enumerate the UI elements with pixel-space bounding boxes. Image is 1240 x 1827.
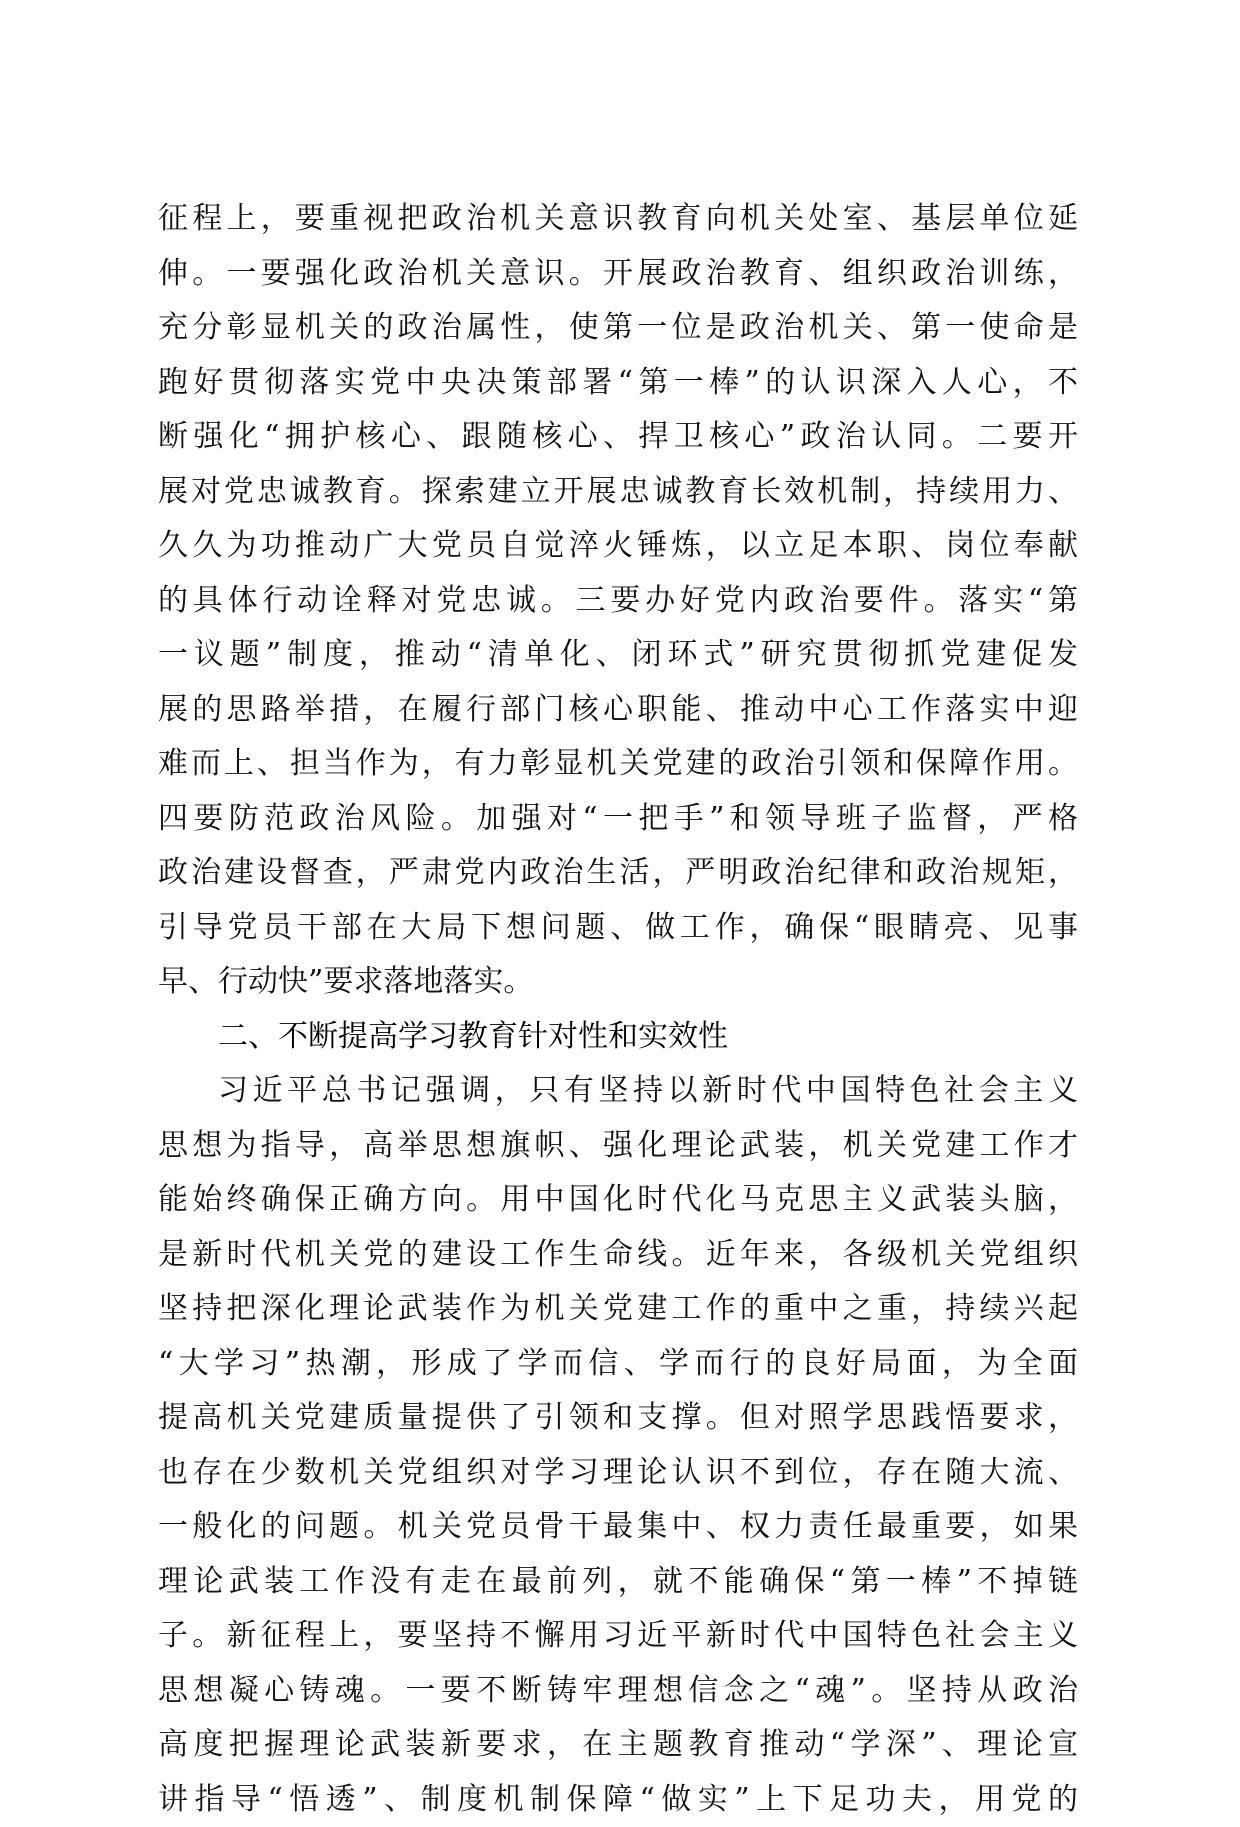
paragraph-line: 能始终确保正确方向。用中国化时代化马克思主义武装头脑， <box>158 1173 1078 1228</box>
paragraph-line: 坚持把深化理论武装作为机关党建工作的重中之重，持续兴起 <box>158 1282 1078 1337</box>
paragraph-line: 伸。一要强化政治机关意识。开展政治教育、组织政治训练， <box>158 247 1078 302</box>
paragraph-line: 断强化“拥护核心、跟随核心、捍卫核心”政治认同。二要开 <box>158 410 1078 465</box>
paragraph-line: 征程上，要重视把政治机关意识教育向机关处室、基层单位延 <box>158 192 1078 247</box>
section-heading: 二、不断提高学习教育针对性和实效性 <box>158 1010 1078 1065</box>
paragraph-line: 也存在少数机关党组织对学习理论认识不到位，存在随大流、 <box>158 1446 1078 1501</box>
paragraph-line: 子。新征程上，要坚持不懈用习近平新时代中国特色社会主义 <box>158 1609 1078 1664</box>
paragraph-line: 四要防范政治风险。加强对“一把手”和领导班子监督，严格 <box>158 792 1078 847</box>
paragraph-line: 一般化的问题。机关党员骨干最集中、权力责任最重要，如果 <box>158 1500 1078 1555</box>
paragraph-line: 思想凝心铸魂。一要不断铸牢理想信念之“魂”。坚持从政治 <box>158 1664 1078 1719</box>
paragraph-1 <box>158 192 1078 1010</box>
paragraph-line: 提高机关党建质量提供了引领和支撑。但对照学思践悟要求， <box>158 1391 1078 1446</box>
paragraph-line: 早、行动快”要求落地落实。 <box>158 955 1078 1010</box>
paragraph-line: 充分彰显机关的政治属性，使第一位是政治机关、第一使命是 <box>158 301 1078 356</box>
paragraph-line: 思想为指导，高举思想旗帜、强化理论武装，机关党建工作才 <box>158 1119 1078 1174</box>
paragraph-line: 理论武装工作没有走在最前列，就不能确保“第一棒”不掉链 <box>158 1555 1078 1610</box>
paragraph-line: 引导党员干部在大局下想问题、做工作，确保“眼睛亮、见事 <box>158 901 1078 956</box>
paragraph-line: 政治建设督查，严肃党内政治生活，严明政治纪律和政治规矩， <box>158 846 1078 901</box>
paragraph-line: 展的思路举措，在履行部门核心职能、推动中心工作落实中迎 <box>158 683 1078 738</box>
paragraph-line: 跑好贯彻落实党中央决策部署“第一棒”的认识深入人心，不 <box>158 356 1078 411</box>
paragraph-2 <box>158 1064 1078 1827</box>
paragraph-line: 讲指导“悟透”、制度机制保障“做实”上下足功夫，用党的 <box>158 1773 1078 1827</box>
paragraph-line: 展对党忠诚教育。探索建立开展忠诚教育长效机制，持续用力、 <box>158 465 1078 520</box>
paragraph-line: 是新时代机关党的建设工作生命线。近年来，各级机关党组织 <box>158 1228 1078 1283</box>
paragraph-line: 习近平总书记强调，只有坚持以新时代中国特色社会主义 <box>158 1064 1078 1119</box>
paragraph-line: “大学习”热潮，形成了学而信、学而行的良好局面，为全面 <box>158 1337 1078 1392</box>
body-text <box>158 192 1078 1827</box>
paragraph-line: 一议题”制度，推动“清单化、闭环式”研究贯彻抓党建促发 <box>158 628 1078 683</box>
paragraph-line: 久久为功推动广大党员自觉淬火锤炼，以立足本职、岗位奉献 <box>158 519 1078 574</box>
paragraph-line: 高度把握理论武装新要求，在主题教育推动“学深”、理论宣 <box>158 1718 1078 1773</box>
paragraph-line: 的具体行动诠释对党忠诚。三要办好党内政治要件。落实“第 <box>158 574 1078 629</box>
paragraph-line: 难而上、担当作为，有力彰显机关党建的政治引领和保障作用。 <box>158 737 1078 792</box>
